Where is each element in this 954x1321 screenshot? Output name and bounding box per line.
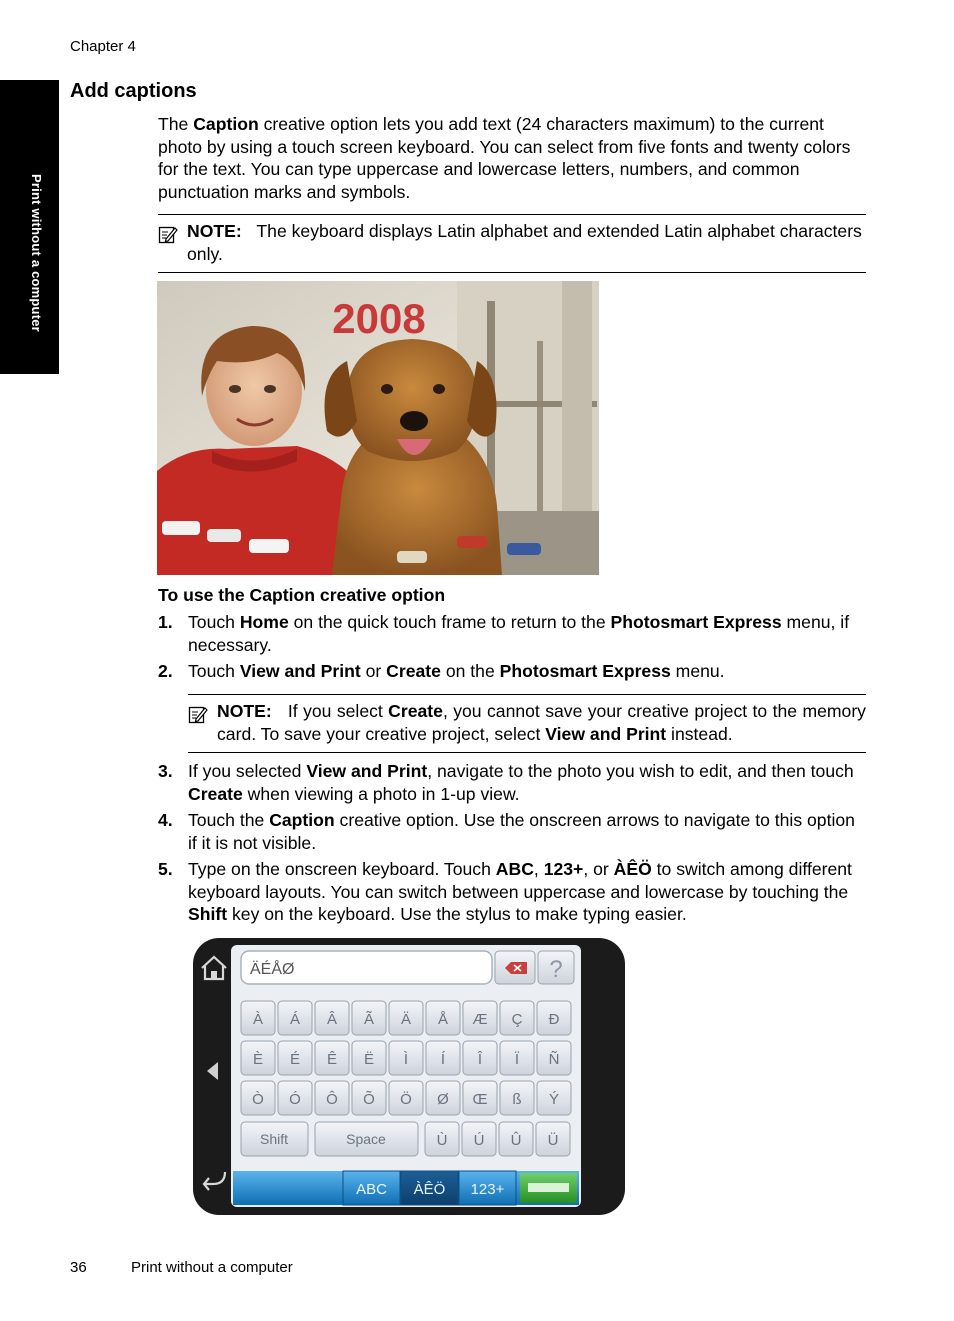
chapter-label: Chapter 4 bbox=[70, 38, 136, 55]
key-label: É bbox=[289, 1051, 301, 1068]
key-label: Ê bbox=[326, 1051, 338, 1068]
key-button[interactable] bbox=[426, 1041, 460, 1075]
key-label: Ý bbox=[548, 1091, 560, 1108]
key-button[interactable] bbox=[462, 1122, 496, 1156]
body-text: on the bbox=[440, 661, 500, 681]
key-label: ß bbox=[512, 1091, 522, 1108]
step-number: 1. bbox=[158, 612, 173, 632]
note-icon bbox=[188, 704, 208, 724]
step-number: 3. bbox=[158, 761, 173, 781]
emphasis-text: View and Print bbox=[239, 661, 361, 681]
boy-and-dog-photo bbox=[157, 281, 599, 575]
section-title: Add captions bbox=[70, 80, 197, 102]
body-text: Touch the bbox=[188, 810, 270, 830]
key-label: Æ bbox=[472, 1011, 488, 1028]
key-label: Ò bbox=[252, 1091, 264, 1108]
key-label: Ú bbox=[473, 1132, 485, 1149]
key-button[interactable] bbox=[241, 1081, 275, 1115]
key-button[interactable] bbox=[463, 1081, 497, 1115]
step-number: 4. bbox=[158, 810, 173, 830]
body-text: If you selected bbox=[188, 761, 307, 781]
ok-button[interactable] bbox=[520, 1173, 577, 1203]
key-button[interactable] bbox=[278, 1081, 312, 1115]
key-label: Ç bbox=[511, 1011, 523, 1028]
help-button[interactable] bbox=[538, 951, 574, 984]
emphasis-text: ABC bbox=[495, 859, 534, 879]
key-label: Ü bbox=[547, 1132, 559, 1149]
emphasis-text: Create bbox=[188, 783, 243, 804]
key-button[interactable] bbox=[425, 1122, 459, 1156]
body-text: key on the keyboard. Use the stylus to make typing easier. bbox=[227, 904, 687, 924]
layout-tab-label: 123+ bbox=[470, 1181, 505, 1198]
space-key-label: Space bbox=[346, 1131, 386, 1147]
step-3 bbox=[158, 760, 868, 805]
body-text: creative option lets you add text (24 characters maximum) to the current photo by using a touch screen keyboard. You can select from five fonts and twenty colors for the text. You can type uppercase and lowercase letters, numbers, and common punctuation marks and symbols. bbox=[158, 114, 851, 202]
layout-tab[interactable] bbox=[459, 1171, 516, 1205]
key-label: Ø bbox=[437, 1091, 449, 1108]
note-text bbox=[217, 700, 866, 746]
step-4 bbox=[158, 809, 868, 854]
body-text: menu. bbox=[670, 661, 725, 681]
emphasis-text: Photosmart Express bbox=[610, 612, 782, 632]
emphasis-text: ÀÊÖ bbox=[613, 859, 652, 879]
step-2 bbox=[158, 660, 868, 683]
body-text: when viewing a photo in 1-up view. bbox=[242, 783, 520, 804]
step-number: 5. bbox=[158, 859, 173, 879]
step-5 bbox=[158, 858, 868, 926]
layout-tab-label: ÀÊÖ bbox=[413, 1181, 446, 1198]
key-button[interactable] bbox=[537, 1001, 571, 1035]
key-button[interactable] bbox=[500, 1001, 534, 1035]
key-button[interactable] bbox=[463, 1001, 497, 1035]
key-label: Ì bbox=[403, 1051, 409, 1068]
footer-title: Print without a computer bbox=[131, 1259, 293, 1276]
step-text bbox=[188, 760, 868, 805]
emphasis-text: Create bbox=[388, 701, 443, 721]
touch-keyboard-screen bbox=[193, 938, 625, 1215]
emphasis-text: Create bbox=[386, 661, 441, 681]
key-label: Í bbox=[440, 1051, 446, 1068]
note-box bbox=[158, 214, 866, 273]
note-label: NOTE: bbox=[187, 221, 242, 241]
emphasis-text: Shift bbox=[188, 904, 228, 924]
shift-key[interactable] bbox=[241, 1122, 308, 1156]
step-text bbox=[188, 660, 868, 683]
step-text bbox=[188, 611, 868, 656]
step-text bbox=[188, 809, 868, 854]
key-button[interactable] bbox=[352, 1081, 386, 1115]
step-1 bbox=[158, 611, 868, 656]
key-button[interactable] bbox=[500, 1041, 534, 1075]
key-button[interactable] bbox=[352, 1001, 386, 1035]
key-label: Ñ bbox=[548, 1051, 560, 1068]
space-key[interactable] bbox=[315, 1122, 418, 1156]
key-label: Ù bbox=[436, 1132, 448, 1149]
photo-year-text: 2008 bbox=[332, 295, 426, 342]
key-button[interactable] bbox=[241, 1001, 275, 1035]
body-text: , navigate to the photo you wish to edit, and then touch bbox=[427, 761, 854, 781]
procedure-title: To use the Caption creative option bbox=[158, 585, 446, 605]
key-button[interactable] bbox=[241, 1041, 275, 1075]
emphasis-text: View and Print bbox=[306, 761, 428, 781]
key-label: Đ bbox=[548, 1011, 560, 1028]
emphasis-text: Caption bbox=[193, 114, 259, 134]
intro-paragraph bbox=[158, 113, 868, 203]
key-label: Û bbox=[510, 1132, 522, 1149]
layout-tab-label: ABC bbox=[356, 1181, 387, 1198]
layout-tab[interactable] bbox=[343, 1171, 400, 1205]
step-number: 2. bbox=[158, 661, 173, 681]
emphasis-text: View and Print bbox=[545, 724, 667, 744]
key-label: Î bbox=[477, 1051, 483, 1068]
key-label: Ë bbox=[363, 1051, 375, 1068]
body-text: If you select bbox=[287, 701, 389, 721]
body-text: menu, if necessary. bbox=[188, 612, 850, 655]
body-text: The bbox=[158, 114, 194, 134]
key-button[interactable] bbox=[499, 1122, 533, 1156]
key-button[interactable] bbox=[315, 1081, 349, 1115]
emphasis-text: Photosmart Express bbox=[499, 661, 671, 681]
body-text: , bbox=[533, 859, 544, 879]
body-text: The keyboard displays Latin alphabet and extended Latin alphabet characters only. bbox=[187, 221, 862, 264]
body-text: , you cannot save your creative project to the memory card. To save your creative project, select bbox=[217, 701, 866, 744]
key-label: Å bbox=[437, 1011, 449, 1028]
key-label: Ó bbox=[289, 1091, 301, 1108]
body-text: on the quick touch frame to return to the bbox=[288, 612, 611, 632]
note-text bbox=[187, 220, 866, 266]
key-label: Ã bbox=[363, 1011, 375, 1028]
shift-key-label: Shift bbox=[259, 1131, 289, 1147]
key-button[interactable] bbox=[426, 1081, 460, 1115]
key-button[interactable] bbox=[463, 1041, 497, 1075]
note-box bbox=[188, 694, 866, 753]
key-button[interactable] bbox=[389, 1081, 423, 1115]
key-button[interactable] bbox=[389, 1001, 423, 1035]
key-label: Ä bbox=[400, 1011, 412, 1028]
body-text: creative option. Use the onscreen arrows to navigate to this option if it is not visible. bbox=[188, 810, 855, 853]
note-body bbox=[217, 701, 866, 744]
key-button[interactable] bbox=[536, 1122, 570, 1156]
body-text: Touch bbox=[188, 612, 240, 632]
body-text: Type on the onscreen keyboard. Touch bbox=[188, 859, 496, 879]
emphasis-text: 123+ bbox=[543, 859, 584, 879]
emphasis-text: Home bbox=[239, 612, 289, 632]
body-text: , or bbox=[583, 859, 614, 879]
key-button[interactable] bbox=[278, 1041, 312, 1075]
help-icon: ? bbox=[549, 956, 563, 983]
caption-input-value: ÄÉÅØ bbox=[250, 961, 295, 978]
key-button[interactable] bbox=[537, 1081, 571, 1115]
body-text: to switch among different keyboard layouts. You can switch between uppercase and lowercase by touching the bbox=[188, 859, 852, 902]
note-label: NOTE: bbox=[217, 701, 272, 721]
key-button[interactable] bbox=[352, 1041, 386, 1075]
key-button[interactable] bbox=[315, 1041, 349, 1075]
key-button[interactable] bbox=[389, 1041, 423, 1075]
layout-tab[interactable] bbox=[401, 1171, 458, 1205]
emphasis-text: Caption bbox=[269, 810, 335, 830]
key-button[interactable] bbox=[315, 1001, 349, 1035]
note-body bbox=[187, 221, 862, 264]
key-label: Á bbox=[289, 1011, 301, 1028]
key-label: Õ bbox=[363, 1091, 375, 1108]
key-label: Ï bbox=[514, 1051, 520, 1068]
page-number: 36 bbox=[70, 1259, 87, 1276]
key-label: Ö bbox=[400, 1091, 412, 1108]
key-button[interactable] bbox=[278, 1001, 312, 1035]
step-text bbox=[188, 858, 868, 926]
key-label: È bbox=[252, 1051, 264, 1068]
key-label: À bbox=[252, 1011, 264, 1028]
key-button[interactable] bbox=[537, 1041, 571, 1075]
note-icon bbox=[158, 224, 178, 244]
key-button[interactable] bbox=[500, 1081, 534, 1115]
key-label: Œ bbox=[472, 1091, 488, 1108]
backspace-button[interactable] bbox=[495, 951, 535, 984]
body-text: Touch bbox=[188, 661, 240, 681]
body-text: instead. bbox=[666, 724, 733, 744]
key-label: Â bbox=[326, 1011, 338, 1028]
side-tab-label: Print without a computer bbox=[29, 174, 44, 332]
key-button[interactable] bbox=[426, 1001, 460, 1035]
body-text: or bbox=[360, 661, 387, 681]
key-label: Ô bbox=[326, 1091, 338, 1108]
